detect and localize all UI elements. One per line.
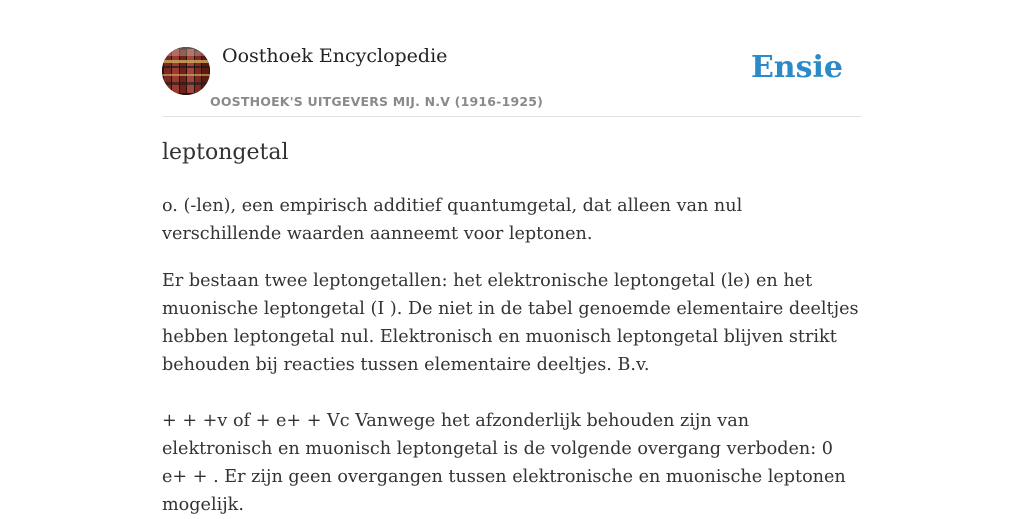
entry-title: leptongetal: [162, 140, 289, 165]
source-name[interactable]: Oosthoek Encyclopedie: [222, 45, 448, 67]
reaction-paragraph: + + +v of + e+ + Vc Vanwege het afzonderlijk behouden zijn van elektronisch en muonisch leptongetal is de volgende overgang verboden: 0 e+ + . Er zijn geen overgangen tussen elektronische en muonische leptonen mogelijk.: [162, 411, 846, 515]
publisher-label: OOSTHOEK'S UITGEVERS MIJ. N.V (1916-1925): [210, 94, 544, 109]
entry-body: [162, 192, 862, 519]
encyclopedia-books-icon[interactable]: [162, 47, 210, 95]
source-header: [162, 0, 862, 117]
explanation-paragraph: Er bestaan twee leptongetallen: het elektronische leptongetal (le) en het muonische leptongetal (I ). De niet in de tabel genoemde elementaire deeltjes hebben leptongetal nul. Elektronisch en muonisch leptongetal blijven strikt behouden bij reacties tussen elementaire deeltjes. B.v.: [162, 271, 859, 375]
entry-card: [162, 0, 862, 515]
definition-paragraph: o. (-len), een empirisch additief quantumgetal, dat alleen van nul verschillende waarden aanneemt voor leptonen.: [162, 196, 743, 244]
ensie-logo[interactable]: Ensie: [750, 50, 843, 85]
